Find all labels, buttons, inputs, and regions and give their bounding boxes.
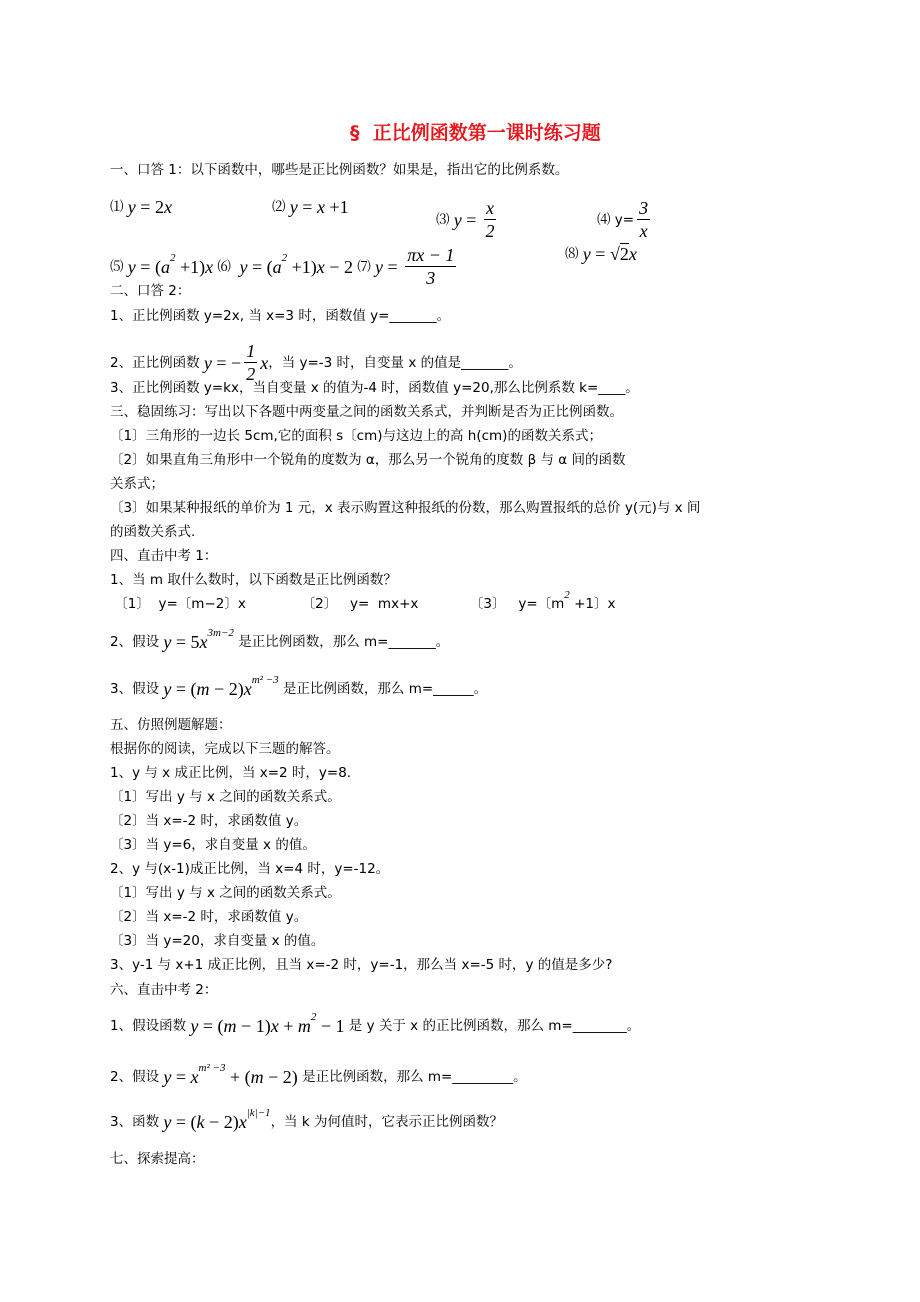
math-expression: − 2) bbox=[263, 1067, 298, 1087]
math-expression: m bbox=[223, 1016, 237, 1036]
text-line bbox=[436, 197, 499, 242]
text-line bbox=[110, 883, 341, 903]
text: ⑻ bbox=[565, 246, 583, 262]
math-fraction bbox=[405, 244, 456, 289]
text-line bbox=[110, 1062, 527, 1087]
text: § 正比例函数第一课时练习题 bbox=[350, 122, 601, 144]
text: ⑴ bbox=[110, 199, 128, 215]
math-superscript: 2 bbox=[310, 1011, 317, 1023]
text: 3、正比例函数 y=kx，当自变量 x 的值为-4 时，函数值 y=20,那么比例系数 k=____。 bbox=[110, 380, 639, 396]
math-expression: y bbox=[163, 679, 172, 699]
math-expression: y bbox=[203, 352, 212, 373]
math-fraction bbox=[484, 197, 496, 242]
math-expression: = ( bbox=[247, 256, 273, 277]
math-expression: − 2) bbox=[209, 679, 244, 699]
text-line bbox=[110, 546, 217, 566]
math-expression: y bbox=[453, 209, 462, 230]
math-expression: x bbox=[270, 1016, 279, 1036]
text: 〔3〕如果某种报纸的单价为 1 元，x 表示购置这种报纸的份数，那么购置报纸的总价 y(元)与 x 间 bbox=[110, 500, 701, 516]
math-expression: +1) bbox=[287, 256, 317, 277]
math-expression: − 2) bbox=[204, 1112, 239, 1132]
text-line bbox=[110, 715, 232, 735]
math-expression: y bbox=[163, 632, 172, 652]
text: 关系式； bbox=[110, 476, 164, 492]
text-line bbox=[110, 474, 164, 494]
text-line bbox=[110, 627, 450, 652]
math-expression: x bbox=[163, 197, 172, 217]
text-line bbox=[110, 931, 324, 951]
text: 的函数关系式. bbox=[110, 524, 196, 540]
math-expression: m bbox=[250, 1067, 264, 1087]
text-line bbox=[110, 674, 488, 699]
sqrt-radicand: 2 bbox=[619, 244, 629, 264]
text: 是正比例函数，那么 m=_______。 bbox=[233, 634, 450, 650]
math-expression: = bbox=[171, 1067, 191, 1087]
text: 〔2〕当 x=-2 时，求函数值 y。 bbox=[110, 909, 308, 925]
math-expression: = bbox=[297, 197, 317, 217]
math-expression: y bbox=[163, 1112, 172, 1132]
math-expression: x bbox=[243, 679, 252, 699]
math-superscript: 2 bbox=[564, 589, 570, 601]
text: 四、直击中考 1： bbox=[110, 548, 218, 564]
math-expression: y bbox=[289, 197, 298, 217]
text-line bbox=[110, 955, 612, 975]
text-line bbox=[110, 426, 602, 446]
text: ⑵ bbox=[272, 199, 290, 215]
math-expression: x bbox=[628, 244, 637, 264]
math-expression: y bbox=[239, 256, 248, 277]
text-line bbox=[110, 160, 568, 180]
text-line bbox=[110, 281, 190, 301]
text: 是正比例函数，那么 m=_________。 bbox=[297, 1069, 527, 1085]
math-superscript: 2 bbox=[281, 251, 288, 264]
text: 2、假设 bbox=[110, 1069, 164, 1085]
math-fraction bbox=[637, 197, 650, 242]
math-expression: = ( bbox=[198, 1016, 224, 1036]
text: +1〕x bbox=[569, 596, 616, 612]
text: 2、y 与(x-1)成正比例，当 x=4 时，y=-12。 bbox=[110, 861, 390, 877]
text: 是 y 关于 x 的正比例函数，那么 m=________。 bbox=[344, 1018, 641, 1034]
text: 五、仿照例题解题： bbox=[110, 717, 232, 733]
text: 〔2〕如果直角三角形中一个锐角的度数为 α，那么另一个锐角的度数 β 与 α 间的函数 bbox=[110, 452, 626, 468]
text: ⑺ bbox=[352, 258, 376, 275]
text: 1、y 与 x 成正比例，当 x=2 时，y=8. bbox=[110, 765, 352, 781]
fraction-numerator: x bbox=[485, 198, 494, 218]
math-superscript: |k|−1 bbox=[246, 1107, 271, 1119]
text-line bbox=[110, 1011, 641, 1036]
text: 〔1〕写出 y 与 x 之间的函数关系式。 bbox=[110, 789, 341, 805]
math-expression: +1 bbox=[324, 197, 349, 217]
text: 一、口答 1：以下函数中，哪些是正比例函数？如果是，指出它的比例系数。 bbox=[110, 162, 569, 178]
text-line bbox=[110, 907, 307, 927]
math-expression: = 2 bbox=[135, 197, 164, 217]
text: 2、正比例函数 bbox=[110, 354, 204, 371]
text: 是正比例函数，那么 m=______。 bbox=[278, 681, 488, 697]
text: 3、假设 bbox=[110, 681, 164, 697]
math-expression: y bbox=[127, 256, 136, 277]
math-expression: x bbox=[316, 197, 325, 217]
text: 1、当 m 取什么数时，以下函数是正比例函数？ bbox=[110, 572, 397, 588]
math-expression: x bbox=[238, 1112, 247, 1132]
text-line bbox=[110, 450, 625, 470]
text-line bbox=[110, 498, 700, 518]
math-expression: = bbox=[590, 244, 610, 264]
text-line bbox=[272, 197, 349, 217]
text: ，当 y=-3 时，自变量 x 的值是_______。 bbox=[268, 354, 522, 371]
math-expression: m bbox=[297, 1016, 311, 1036]
text: 〔1〕写出 y 与 x 之间的函数关系式。 bbox=[110, 885, 341, 901]
fraction-numerator: πx − 1 bbox=[407, 245, 455, 265]
text-line bbox=[110, 859, 389, 879]
math-superscript: m² −3 bbox=[198, 1062, 226, 1074]
fraction-denominator: 2 bbox=[246, 364, 256, 384]
math-expression: = − bbox=[211, 352, 242, 373]
text: ⑶ bbox=[436, 211, 454, 228]
math-expression: y bbox=[582, 244, 591, 264]
math-expression: = ( bbox=[171, 679, 197, 699]
math-expression: +1) bbox=[175, 256, 206, 277]
math-sqrt: √2 bbox=[609, 244, 629, 264]
text: 3、y-1 与 x+1 成正比例，且当 x=-2 时，y=-1，那么当 x=-5 时，y 的值是多少? bbox=[110, 957, 613, 973]
math-expression: − 1 bbox=[316, 1016, 345, 1036]
math-superscript: m² −3 bbox=[251, 674, 279, 686]
math-expression: = bbox=[461, 209, 481, 230]
math-expression: = bbox=[383, 256, 403, 277]
math-expression: x bbox=[316, 256, 325, 277]
text-line bbox=[110, 811, 307, 831]
text: 1、正比例函数 y=2x, 当 x=3 时，函数值 y=_______。 bbox=[110, 308, 451, 324]
text-line bbox=[110, 402, 623, 422]
text: 1、假设函数 bbox=[110, 1018, 191, 1034]
math-expression: = 5 bbox=[171, 632, 200, 652]
math-expression: + bbox=[278, 1016, 298, 1036]
math-expression: x bbox=[205, 256, 214, 277]
math-superscript: 2 bbox=[169, 251, 176, 264]
text-line bbox=[110, 306, 450, 326]
text-line bbox=[110, 1107, 503, 1132]
math-expression: a bbox=[272, 256, 282, 277]
text: 〔1〕 y=〔m−2〕x 〔2〕 y= mx+x 〔3〕 y=〔m bbox=[110, 596, 565, 612]
math-superscript: 3m−2 bbox=[207, 627, 234, 639]
text-line bbox=[565, 244, 637, 264]
text-line bbox=[110, 980, 217, 1000]
text: ⑸ bbox=[110, 258, 128, 275]
text: ⑷ y= bbox=[597, 211, 635, 228]
text: 3、函数 bbox=[110, 1114, 164, 1130]
text: ，当 k 为何值时，它表示正比例函数？ bbox=[270, 1114, 503, 1130]
fraction-numerator: 3 bbox=[639, 198, 649, 218]
text-line bbox=[110, 522, 195, 542]
text: ⑹ bbox=[213, 258, 240, 275]
fraction-numerator: 1 bbox=[246, 341, 256, 361]
text-line bbox=[110, 763, 351, 783]
math-expression: x bbox=[190, 1067, 199, 1087]
text-line bbox=[110, 739, 340, 759]
text: 〔3〕当 y=6，求自变量 x 的值。 bbox=[110, 837, 316, 853]
text-line bbox=[110, 197, 172, 217]
math-expression: x bbox=[260, 352, 269, 373]
text-line bbox=[110, 1149, 205, 1169]
text-line bbox=[597, 197, 653, 242]
text: 2、假设 bbox=[110, 634, 164, 650]
math-expression: a bbox=[160, 256, 170, 277]
math-expression: + ( bbox=[225, 1067, 251, 1087]
math-expression: k bbox=[196, 1112, 205, 1132]
text: 根据你的阅读，完成以下三题的解答。 bbox=[110, 741, 340, 757]
text: 〔2〕当 x=-2 时，求函数值 y。 bbox=[110, 813, 308, 829]
text-line bbox=[110, 835, 316, 855]
fraction-denominator: 2 bbox=[485, 221, 495, 241]
math-expression: y bbox=[163, 1067, 172, 1087]
math-expression: − 2 bbox=[324, 256, 353, 277]
text: 三、稳固练习：写出以下各题中两变量之间的函数关系式，并判断是否为正比例函数。 bbox=[110, 404, 623, 420]
fraction-denominator: x bbox=[639, 221, 648, 241]
text-line bbox=[110, 570, 397, 590]
math-expression: y bbox=[127, 197, 136, 217]
text-line bbox=[110, 787, 341, 807]
math-expression: − 1) bbox=[236, 1016, 271, 1036]
text: 二、口答 2： bbox=[110, 283, 191, 299]
text-line bbox=[110, 589, 616, 614]
text: 六、直击中考 2： bbox=[110, 982, 218, 998]
math-expression: = ( bbox=[171, 1112, 197, 1132]
math-expression: y bbox=[375, 256, 384, 277]
math-expression: x bbox=[199, 632, 208, 652]
fraction-denominator: 3 bbox=[426, 268, 436, 288]
math-expression: m bbox=[196, 679, 210, 699]
text-line bbox=[110, 378, 639, 398]
text: 七、探索提高： bbox=[110, 1151, 205, 1167]
text: 〔3〕当 y=20，求自变量 x 的值。 bbox=[110, 933, 325, 949]
math-expression: = ( bbox=[135, 256, 161, 277]
page-title bbox=[350, 123, 601, 143]
text: 〔1〕三角形的一边长 5cm,它的面积 s〔cm)与这边上的高 h(cm)的函数关系式； bbox=[110, 428, 602, 444]
math-expression: y bbox=[190, 1016, 199, 1036]
